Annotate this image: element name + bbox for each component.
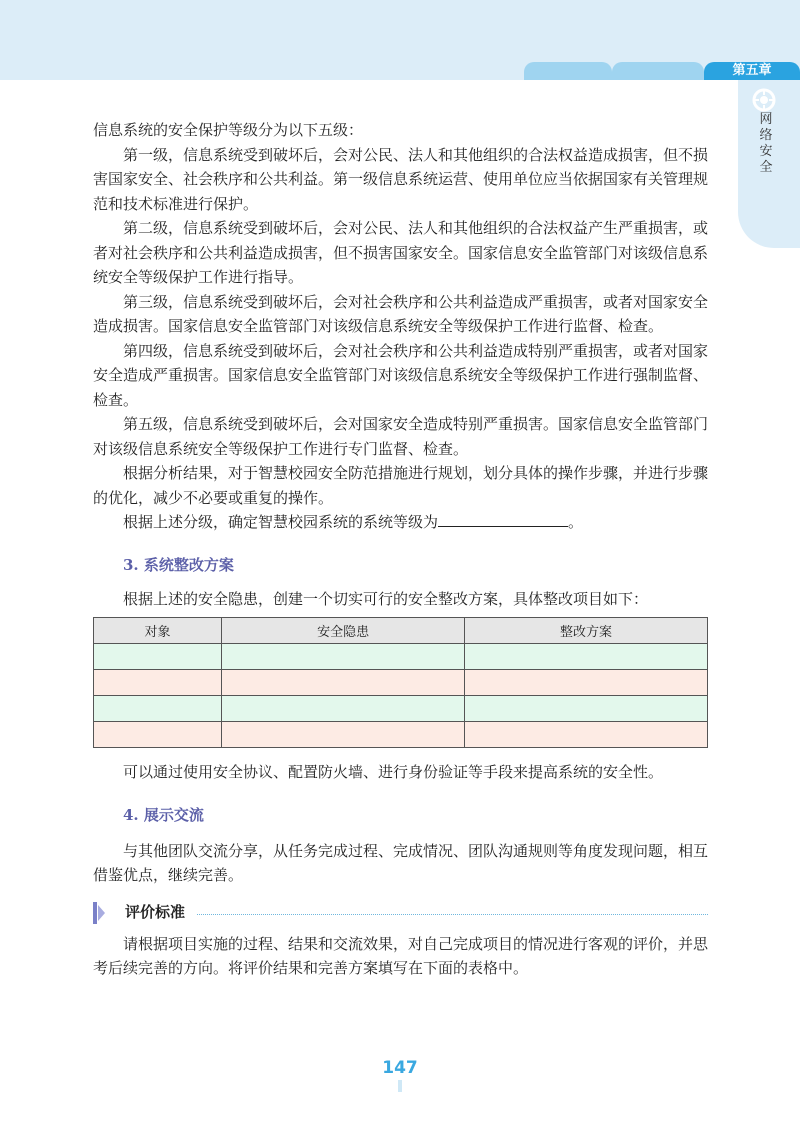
evaluation-divider — [197, 914, 708, 915]
level3-paragraph: 第三级，信息系统受到破坏后，会对社会秩序和公共利益造成严重损害，或者对国家安全造成损害。国家信息安全监管部门对该级信息系统安全等级保护工作进行监督、检查。 — [93, 292, 709, 335]
grade-paragraph — [93, 510, 708, 535]
section3-note: 可以通过使用安全协议、配置防火墙、进行身份验证等手段来提高系统的安全性。 — [123, 763, 664, 781]
level2-paragraph: 第二级，信息系统受到破坏后，会对公民、法人和其他组织的合法权益产生严重损害，或者对社会秩序和公共利益造成损害，但不损害国家安全。国家信息安全监管部门对该级信息系统安全等级保护工作进行指导。 — [93, 219, 709, 286]
play-marker-icon — [93, 902, 105, 924]
evaluation-text: 请根据项目实施的过程、结果和交流效果，对自己完成项目的情况进行客观的评价，并思考后续完善的方向。将评价结果和完善方案填写在下面的表格中。 — [93, 934, 709, 977]
evaluation-title: 评价标准 — [125, 902, 186, 921]
table-row — [94, 670, 708, 696]
table-cell[interactable] — [465, 670, 708, 696]
table-cell[interactable] — [465, 722, 708, 748]
chapter-tab: 第五章 — [704, 62, 800, 80]
section3-heading: 3. 系统整改方案 — [123, 555, 234, 574]
table-cell[interactable] — [222, 644, 465, 670]
table-row — [94, 644, 708, 670]
analysis-paragraph: 根据分析结果，对于智慧校园安全防范措施进行规划，划分具体的操作步骤，并进行步骤的优化，减少不必要或重复的操作。 — [93, 464, 709, 507]
side-label: 网络安全 — [759, 112, 773, 175]
table-row — [94, 722, 708, 748]
table-cell[interactable] — [94, 696, 222, 722]
page-number: 147 — [382, 1058, 418, 1078]
table-cell[interactable] — [94, 722, 222, 748]
table-cell[interactable] — [222, 696, 465, 722]
table-header-hazard: 安全隐患 — [222, 618, 465, 644]
grade-blank[interactable] — [438, 512, 568, 527]
table-row — [94, 696, 708, 722]
table-header-plan: 整改方案 — [465, 618, 708, 644]
intro-paragraph: 信息系统的安全保护等级分为以下五级： — [93, 121, 364, 139]
level5-paragraph: 第五级，信息系统受到破坏后，会对国家安全造成特别严重损害。国家信息安全监管部门对该级信息系统安全等级保护工作进行专门监督、检查。 — [93, 415, 709, 458]
evaluation-header — [93, 900, 708, 926]
table-cell[interactable] — [222, 670, 465, 696]
page-tick — [398, 1080, 402, 1092]
table-cell[interactable] — [465, 696, 708, 722]
table-cell[interactable] — [94, 670, 222, 696]
section3-intro: 根据上述的安全隐患，创建一个切实可行的安全整改方案，具体整改项目如下： — [123, 589, 649, 608]
table-cell[interactable] — [94, 644, 222, 670]
table-header-object: 对象 — [94, 618, 222, 644]
table-cell[interactable] — [222, 722, 465, 748]
grade-prefix: 根据上述分级，确定智慧校园系统的系统等级为 — [123, 513, 439, 531]
chapter-tab-blank-1 — [524, 62, 612, 80]
table-cell[interactable] — [465, 644, 708, 670]
page-content — [93, 118, 708, 981]
network-security-icon — [750, 86, 778, 114]
section4-heading: 4. 展示交流 — [123, 805, 204, 824]
rectification-table — [93, 617, 708, 748]
level4-paragraph: 第四级，信息系统受到破坏后，会对社会秩序和公共利益造成特别严重损害，或者对国家安全造成严重损害。国家信息安全监管部门对该级信息系统安全等级保护工作进行强制监督、检查。 — [93, 341, 709, 409]
section4-text: 与其他团队交流分享，从任务完成过程、完成情况、团队沟通规则等角度发现问题，相互借鉴优点，继续完善。 — [93, 841, 709, 884]
chapter-tab-blank-2 — [612, 62, 704, 80]
grade-suffix: 。 — [568, 513, 584, 531]
level1-paragraph: 第一级，信息系统受到破坏后，会对公民、法人和其他组织的合法权益造成损害，但不损害国家安全、社会秩序和公共利益。第一级信息系统运营、使用单位应当依据国家有关管理规范和技术标准进行保护。 — [93, 145, 709, 213]
